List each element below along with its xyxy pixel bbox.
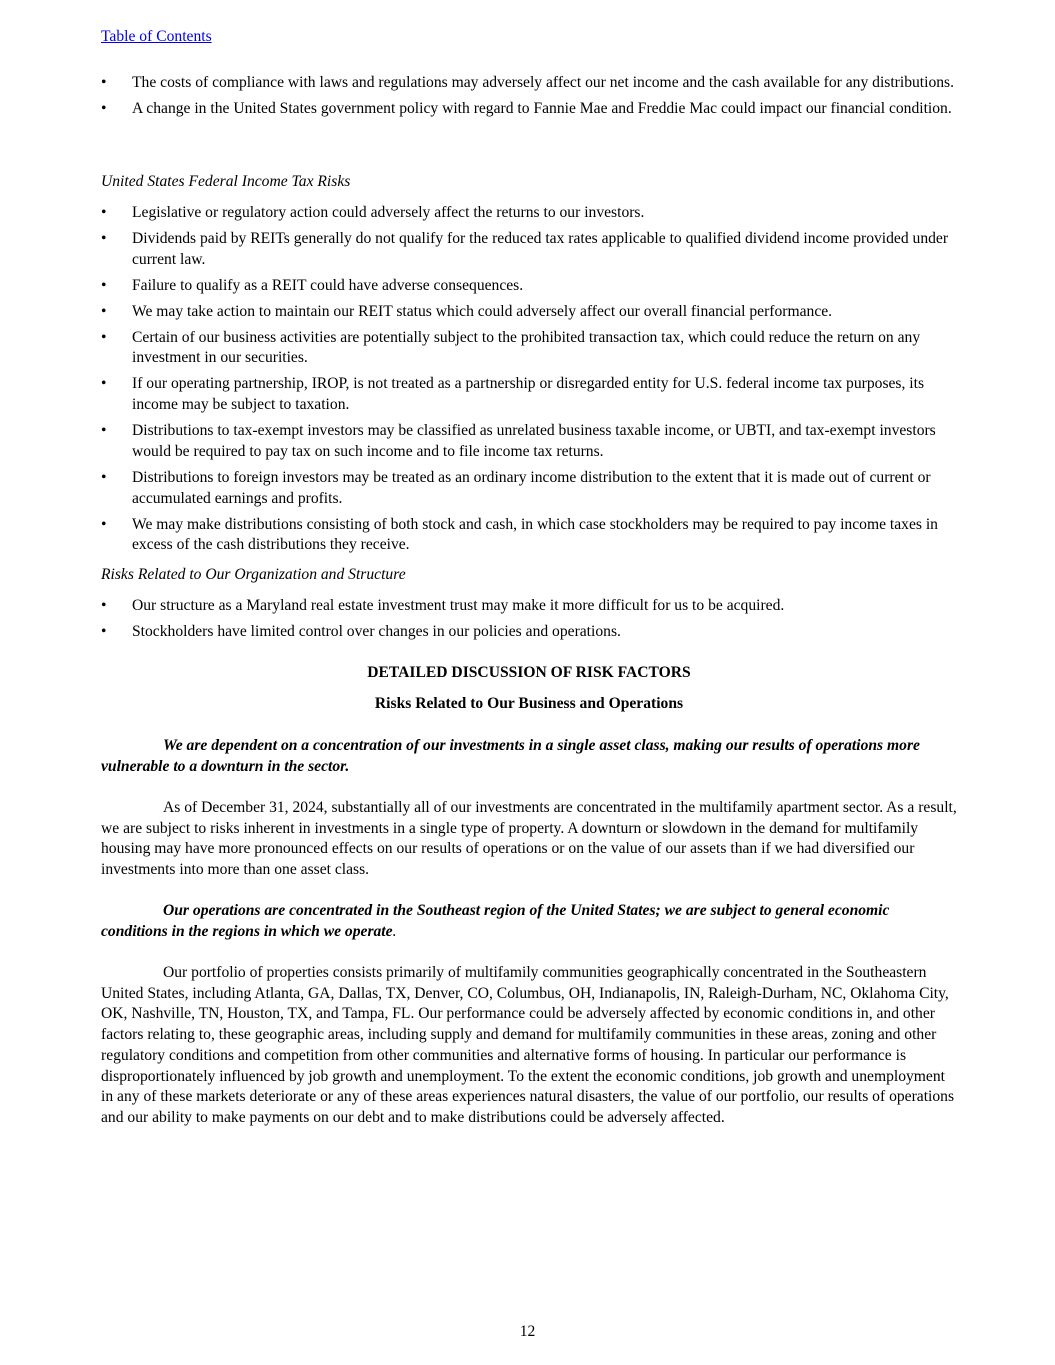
list-item: • Dividends paid by REITs generally do not qualify for the reduced tax rates applicable to qualified dividend income provided under current law.	[101, 230, 949, 268]
list-item: • If our operating partnership, IROP, is not treated as a partnership or disregarded entity for U.S. federal income tax purposes, its income may be subject to taxation.	[101, 375, 925, 414]
bullet-icon: •	[101, 597, 107, 614]
list-item: • We may make distributions consisting of both stock and cash, in which case stockholders may be required to pay income taxes in excess of the cash distributions they receive.	[101, 515, 938, 554]
bullet-icon: •	[101, 204, 107, 221]
risk-factor-title: Our operations are concentrated in the Southeast region of the United States; we are subject to general economic conditions in the regions in which we operate.	[101, 902, 890, 940]
organization-risks-list	[101, 596, 957, 648]
bullet-icon: •	[101, 230, 107, 247]
bullet-icon: •	[101, 468, 107, 486]
list-item: • The costs of compliance with laws and regulations may adversely affect our net income and the cash available for any distributions.	[101, 73, 957, 94]
organization-risks-heading: Risks Related to Our Organization and Structure	[101, 566, 406, 583]
tax-risks-list	[101, 203, 957, 561]
risk-factor-title: We are dependent on a concentration of our investments in a single asset class, making our results of operations more vulnerable to a downturn in the sector.	[101, 737, 920, 775]
bullet-icon: •	[101, 422, 107, 440]
bullet-icon: •	[101, 328, 107, 346]
list-item: • Stockholders have limited control over changes in our policies and operations.	[101, 622, 957, 643]
bullet-icon: •	[101, 74, 107, 91]
business-risks-subtitle: Risks Related to Our Business and Operations	[374, 695, 684, 712]
page-number: 12	[519, 1323, 536, 1340]
list-item: • A change in the United States government policy with regard to Fannie Mae and Freddie Mac could impact our financial condition.	[101, 99, 957, 120]
bullet-icon: •	[101, 515, 107, 533]
list-item: • Failure to qualify as a REIT could have adverse consequences.	[101, 276, 957, 297]
list-item: • We may take action to maintain our REIT status which could adversely affect our overall financial performance.	[101, 302, 957, 323]
bullet-icon: •	[101, 623, 107, 640]
bullet-icon: •	[101, 302, 107, 320]
bullet-icon: •	[101, 100, 107, 117]
detailed-discussion-title: DETAILED DISCUSSION OF RISK FACTORS	[367, 664, 691, 681]
risk-factor-paragraph: Our portfolio of properties consists primarily of multifamily communities geographically concentrated in the Southeastern United States, including Atlanta, GA, Dallas, TX, Denver, CO, Columbus, OH, Indianapolis, IN, Raleigh-Durham, NC, Oklahoma City, OK, Nashville, TN, Houston, TX, and Tampa, FL. Our performance could be adversely affected by economic conditions in, and other factors relating to, these geographic areas, including supply and demand for multifamily communities in these areas, zoning and other regulatory conditions and competition from other communities and alternative forms of housing. In particular our performance is disproportionately influenced by job growth and unemployment. To the extent the economic conditions, job growth and unemployment in any of these markets deteriorate or any of these areas experiences natural disasters, the value of our portfolio, our results of operations and our ability to make payments on our debt and to make distributions could be adversely affected.	[101, 964, 955, 1126]
list-item: • Certain of our business activities are potentially subject to the prohibited transaction tax, which could reduce the return on any investment in our securities.	[101, 328, 921, 367]
list-item: • Legislative or regulatory action could adversely affect the returns to our investors.	[101, 203, 957, 224]
list-item: • Distributions to tax-exempt investors may be classified as unrelated business taxable income, or UBTI, and tax-exempt investors would be required to pay tax on such income and to file income tax returns.	[101, 422, 936, 460]
table-of-contents-link[interactable]: Table of Contents	[101, 28, 212, 45]
bullet-icon: •	[101, 375, 107, 393]
tax-risks-heading: United States Federal Income Tax Risks	[101, 173, 351, 190]
top-bullet-list	[101, 73, 957, 125]
list-item: • Our structure as a Maryland real estate investment trust may make it more difficult for us to be acquired.	[101, 596, 957, 617]
risk-factor-paragraph: As of December 31, 2024, substantially all of our investments are concentrated in the multifamily apartment sector. As a result, we are subject to risks inherent in investments in a single type of property. A downturn or slowdown in the demand for multifamily housing may have more pronounced effects on our results of operations or on the value of our assets than if we had diversified our investments into more than one asset class.	[101, 799, 957, 879]
bullet-icon: •	[101, 276, 107, 294]
list-item: • Distributions to foreign investors may be treated as an ordinary income distribution to the extent that it is made out of current or accumulated earnings and profits.	[101, 468, 931, 507]
